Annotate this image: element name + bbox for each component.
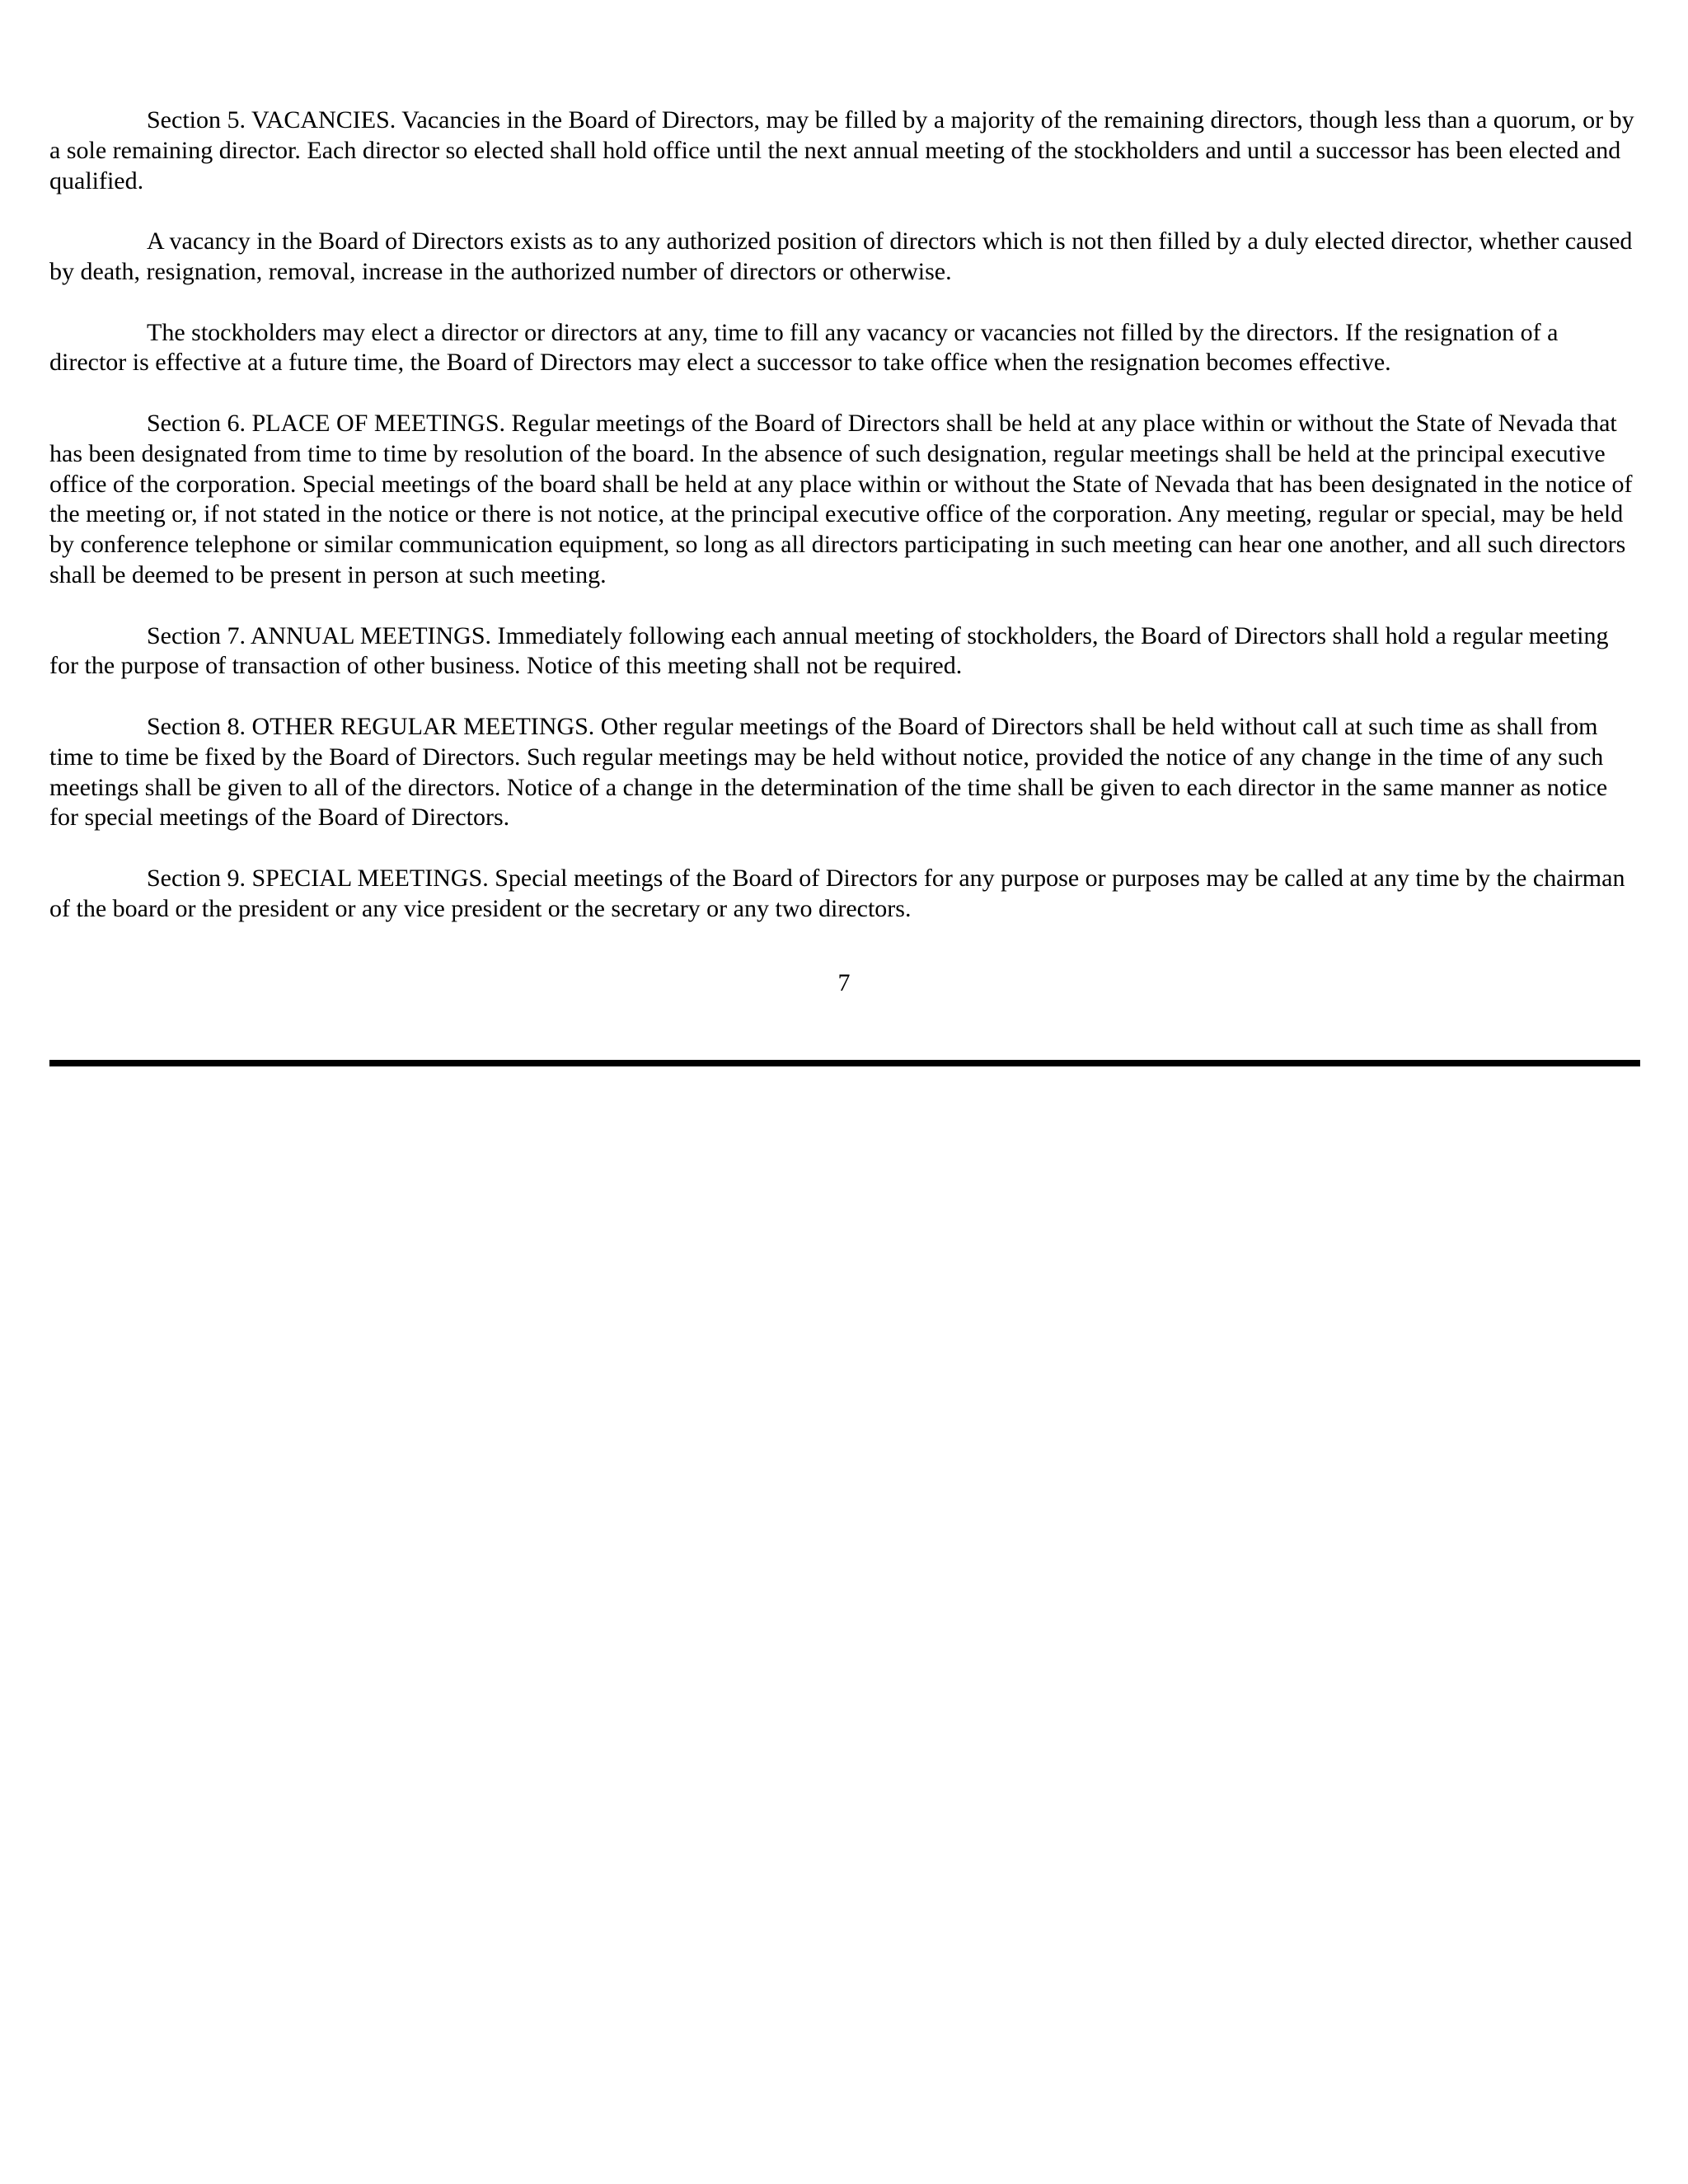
paragraph-section-5-vacancies: Section 5. VACANCIES. Vacancies in the Board of Directors, may be filled by a majority of the remaining directors, though less than a quorum, or by a sole remaining director. Each director so elected shall hold office until the next annual meeting of the stockholders and until a successor has been elected and qualified. bbox=[49, 106, 1634, 194]
paragraph-stockholders-elect: The stockholders may elect a director or directors at any, time to fill any vacancy or vacancies not filled by the directors. If the resignation of a director is effective at a future time, the Board of Directors may elect a successor to take office when the resignation becomes effective. bbox=[49, 318, 1559, 377]
paragraph-section-9-special-meetings: Section 9. SPECIAL MEETINGS. Special meetings of the Board of Directors for any purpose or purposes may be called at any time by the chairman of the board or the president or any vice president or the secretary or any two directors. bbox=[49, 864, 1625, 922]
paragraph-section-6-place-of-meetings: Section 6. PLACE OF MEETINGS. Regular meetings of the Board of Directors shall be held at any place within or without the State of Nevada that has been designated from time to time by resolution of the board. In the absence of such designation, regular meetings shall be held at the principal executive office of the corporation. Special meetings of the board shall be held at any place within or without the State of Nevada that has been designated in the notice of the meeting or, if not stated in the notice or there is not notice, at the principal executive office of the corporation. Any meeting, regular or special, may be held by conference telephone or similar communication equipment, so long as all directors participating in such meeting can hear one another, and all such directors shall be deemed to be present in person at such meeting. bbox=[49, 409, 1633, 588]
page-footer-rule bbox=[49, 1060, 1640, 1066]
paragraph-vacancy-definition: A vacancy in the Board of Directors exists as to any authorized position of directors which is not then filled by a duly elected director, whether caused by death, resignation, removal, increase in the authorized number of directors or otherwise. bbox=[49, 227, 1633, 285]
paragraph-section-7-annual-meetings: Section 7. ANNUAL MEETINGS. Immediately following each annual meeting of stockholders, the Board of Directors shall hold a regular meeting for the purpose of transaction of other business. Notice of this meeting shall not be required. bbox=[49, 621, 1609, 680]
document-page bbox=[49, 105, 1639, 998]
paragraph-section-8-other-regular-meetings: Section 8. OTHER REGULAR MEETINGS. Other regular meetings of the Board of Directors shall be held without call at such time as shall from time to time be fixed by the Board of Directors. Such regular meetings may be held without notice, provided the notice of any change in the time of any such meetings shall be given to all of the directors. Notice of a change in the determination of the time shall be given to each director in the same manner as notice for special meetings of the Board of Directors. bbox=[49, 712, 1608, 832]
page-number: 7 bbox=[837, 968, 851, 996]
